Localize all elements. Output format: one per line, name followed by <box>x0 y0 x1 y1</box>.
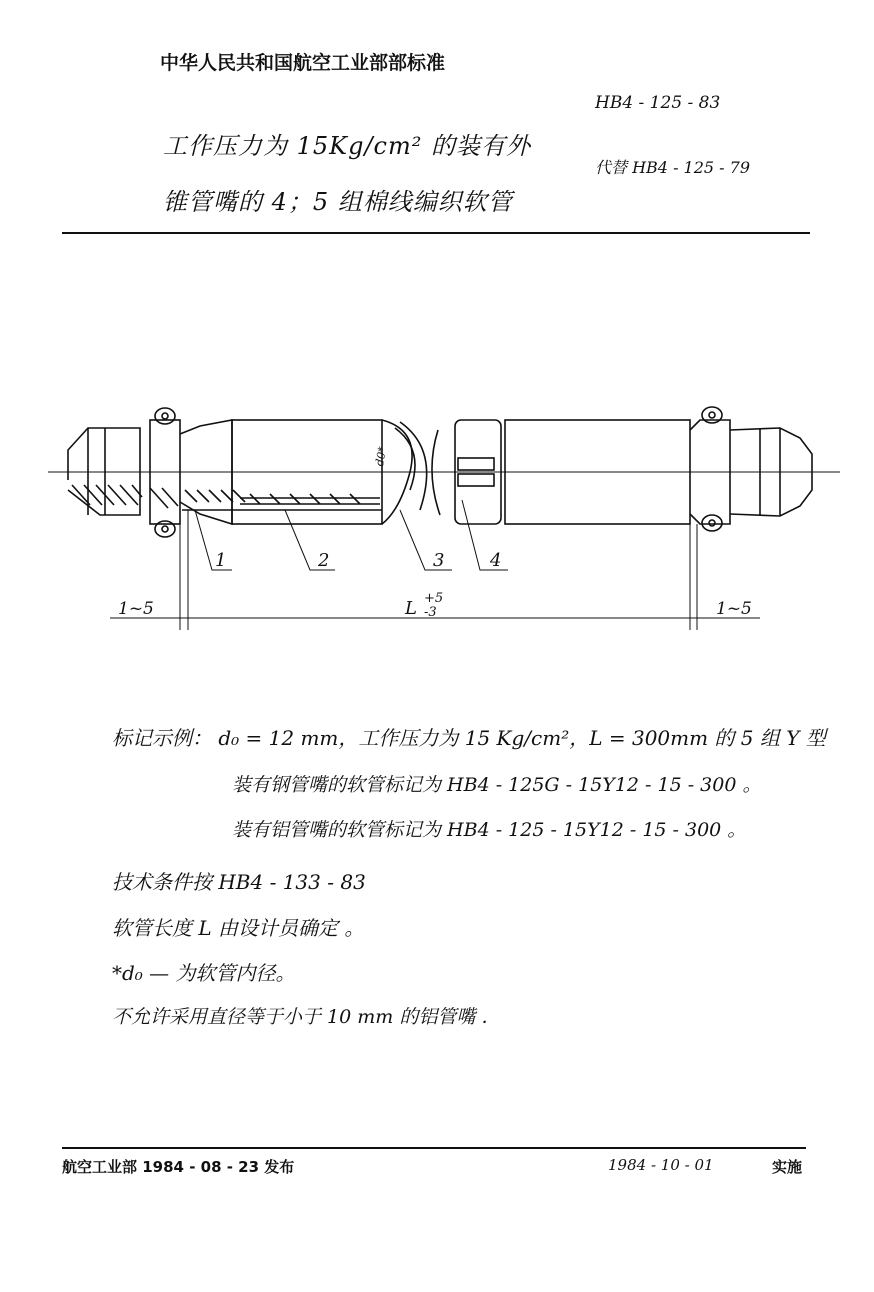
callout-3: 3 <box>433 550 445 571</box>
technical-conditions: 技术条件按 HB4 - 133 - 83 <box>112 870 366 894</box>
callout-2: 2 <box>318 550 330 571</box>
replaces-code: 代替 HB4 - 125 - 79 <box>595 158 751 177</box>
footer-divider <box>62 1147 806 1149</box>
dim-length-label: L <box>405 598 417 619</box>
effective-date: 1984 - 10 - 01 <box>608 1156 714 1174</box>
callout-1: 1 <box>215 550 227 571</box>
hose-assembly-drawing <box>0 390 874 640</box>
callout-4: 4 <box>490 550 502 571</box>
standard-code: HB4 - 125 - 83 <box>595 93 721 113</box>
org-standard-title: 中华人民共和国航空工业部部标准 <box>160 52 446 74</box>
marking-example-line3: 装有铝管嘴的软管标记为 HB4 - 125 - 15Y12 - 15 - 300 。 <box>232 819 747 841</box>
marking-example-line1: 标记示例： d₀ = 12 mm，工作压力为 15 Kg/cm²，L = 300mm 的 5 组 Y 型 <box>112 726 826 750</box>
dim-length-tol-upper: +5 <box>424 591 444 606</box>
d0-label: d0* <box>373 445 390 468</box>
aluminum-nipple-restriction: 不允许采用直径等于小于 10 mm 的铝管嘴 ． <box>112 1006 501 1028</box>
dim-left-label: 1~5 <box>118 599 154 619</box>
issued-by-date: 航空工业部 1984 - 08 - 23 发布 <box>62 1158 295 1176</box>
dim-right-label: 1~5 <box>716 599 752 619</box>
inner-diameter-note: *d₀ — 为软管内径。 <box>112 961 296 985</box>
document-title-line1: 工作压力为 15Kg/cm² 的装有外 <box>163 132 531 160</box>
document-title-line2: 锥管嘴的 4；5 组棉线编织软管 <box>163 188 513 216</box>
header-divider <box>62 232 810 234</box>
dim-length-tol-lower: -3 <box>424 605 437 620</box>
marking-example-line2: 装有钢管嘴的软管标记为 HB4 - 125G - 15Y12 - 15 - 300 。 <box>232 774 762 796</box>
hose-length-note: 软管长度 L 由设计员确定 。 <box>112 916 365 940</box>
effective-label: 实施 <box>772 1158 803 1176</box>
